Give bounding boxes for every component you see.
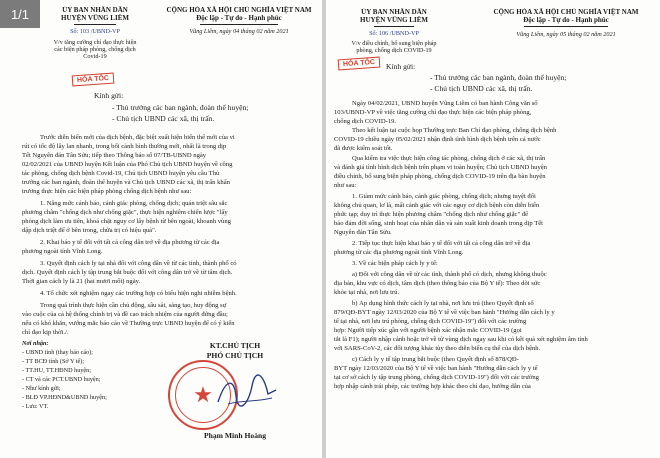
right-recipient-line: - Chủ tịch UBND các xã, thị trấn. xyxy=(430,84,533,93)
left-body-line: Thời gian cách ly là 21 (hai mươi mốt) ngày. xyxy=(22,278,141,285)
left-body-line: rút có tốc độ lây lan nhanh, trong bối cảnh bình thường mới, nhất là trong dịp xyxy=(22,143,227,150)
right-place-date: Vũng Liêm, ngày 05 tháng 02 năm 2021 xyxy=(516,31,616,38)
right-body-line: Qua kiểm tra việc thực hiện công tác phòng, chống dịch ở các xã, thị trấn xyxy=(352,155,546,162)
left-body-line: chỉ đạo kịp thời./. xyxy=(22,329,69,336)
left-body-line: dịch. Quyết định cách ly tập trung bắt buộc đối với công dân trở về từ tâm dịch. xyxy=(22,269,233,276)
right-subject-line: V/v điều chỉnh, bổ sung biện pháp xyxy=(351,40,437,47)
left-body-line: Trước diễn biến mới của dịch bệnh, đặc biệt xuất hiện biến thể mới của vi xyxy=(40,134,235,141)
right-recipient-line: - Thủ trưởng các ban ngành, đoàn thể huyện; xyxy=(430,73,567,82)
left-recipient-line: - Thủ trưởng các ban ngành, đoàn thể huyện; xyxy=(112,103,249,112)
document-page-left xyxy=(0,0,322,458)
left-doc-number: Số: 103 /UBND-VP xyxy=(70,28,120,35)
left-body-line: 4. Tổ chức xét nghiệm ngay các trường hợp có biểu hiện nghi nhiễm bệnh. xyxy=(40,290,237,297)
right-body-line: 3. Về các biện pháp cách ly y tế: xyxy=(352,260,438,267)
left-body-line: vào cuộc của cả hệ thống chính trị và đề cao trách nhiệm của người đứng đầu; xyxy=(22,311,228,318)
left-body-line: 2. Khai báo y tế đối với tất cả công dân trở về địa phương từ các địa xyxy=(40,239,220,246)
right-body-line: c) Cách ly y tế tập trung bắt buộc (theo Quyết định số 878/QĐ- xyxy=(352,356,519,363)
left-body-line: phòng dịch làm ưu tiên, khoá chặt nguy cơ lây bệnh từ bên ngoài, khoanh vùng xyxy=(22,218,231,225)
left-body-line: phương ngoài tỉnh Vĩnh Long. xyxy=(22,248,103,255)
left-signer-title2: PHÓ CHỦ TỊCH xyxy=(206,351,264,360)
right-body-line: Theo kết luận tại cuộc họp Thường trực Ban Chỉ đạo phòng, chống dịch bệnh xyxy=(352,127,557,134)
right-body-line: tế tại nhà, nơi lưu trú phòng, chống dịch COVID-19") đối với các trường xyxy=(334,318,527,325)
right-republic-line2: Độc lập - Tự do - Hạnh phúc xyxy=(523,16,609,24)
right-body-line: với SARS-CoV-2, các đối tượng khác tùy theo diễn biến cụ thể của dịch bệnh. xyxy=(334,345,541,352)
right-body-line: COVID-19 chiều ngày 05/02/2021 nhận định tình hình dịch bệnh trên cả nước xyxy=(334,136,541,143)
right-body-line: phương từ các địa phương ngoài tỉnh Vĩnh Long. xyxy=(334,249,464,256)
left-cc-label: Nơi nhận: xyxy=(22,340,49,347)
left-body-line: tác phòng, chống dịch bệnh Covid-19, Chủ tịch UBND huyện yêu cầu Thủ xyxy=(22,170,220,177)
right-body-line: và đánh giá tình hình dịch bệnh trên phạm vi toàn huyện; Chủ tịch UBND huyện xyxy=(334,164,547,171)
left-greeting: Kính gửi: xyxy=(94,91,124,100)
left-subject-line: Covid-19 xyxy=(83,53,107,60)
left-cc-item: - UBND tỉnh (thay báo cáo); xyxy=(22,349,93,356)
right-agency-line2: HUYỆN VŨNG LIÊM xyxy=(360,16,428,24)
left-recipient-line: - Chủ tịch UBND các xã, thị trấn. xyxy=(112,114,215,123)
document-page-right xyxy=(326,0,660,458)
left-republic-rule xyxy=(200,24,278,25)
right-body-line: tại cơ sở cách ly tập trung phòng, chống dịch COVID-19") đối với các trường xyxy=(334,374,539,381)
right-body-line: bảo đảm đời sống, sinh hoạt của nhân dân và sản xuất kinh doanh trong dịp Tết xyxy=(334,220,544,227)
right-urgent-stamp: HỎA TỐC xyxy=(338,57,381,71)
handwritten-signature-icon xyxy=(212,372,282,412)
right-body-line: 1. Giảm mức cảnh báo, cảnh giác phòng, chống dịch; nhưng tuyệt đối xyxy=(352,193,536,200)
right-body-line: a) Đối với công dân về từ các tỉnh, thành phố có dịch, nhưng không thuộc xyxy=(352,271,547,278)
left-body-line: trưởng các ban ngành, đoàn thể huyện và Chủ tịch UBND các xã, thị trấn khẩn xyxy=(22,179,230,186)
left-republic-line2: Độc lập - Tự do - Hạnh phúc xyxy=(196,14,282,22)
left-body-line: trương thực hiện các biện pháp phòng chống dịch bệnh như sau: xyxy=(22,188,192,195)
right-greeting: Kính gửi: xyxy=(386,62,416,71)
left-republic-line1: CỘNG HÒA XÃ HỘI CHỦ NGHĨA VIỆT NAM xyxy=(166,6,312,14)
right-body-line: không chủ quan, lơ là, mất cảnh giác với các nguy cơ dịch bệnh còn diễn biến xyxy=(334,202,540,209)
left-body-line: dập dịch triệt để ở bên trong, chữa trị có hiệu quả". xyxy=(22,227,157,234)
official-seal-icon: ★ xyxy=(168,360,238,430)
right-subject-line: phòng, chống dịch COVID-19 xyxy=(356,47,432,54)
right-body-line: Ngày 04/02/2021, UBND huyện Vũng Liêm có ban hành Công văn số xyxy=(352,100,538,107)
right-body-line: như sau: xyxy=(334,182,357,189)
right-body-line: đã được kiểm soát tốt. xyxy=(334,145,393,152)
right-body-line: Nguyên đán Tân Sửu. xyxy=(334,229,392,236)
left-body-line: nếu có khó khăn, vướng mắc báo cáo về Thường trực UBND huyện để có ý kiến xyxy=(22,320,235,327)
right-republic-rule xyxy=(524,26,608,27)
left-cc-item: - Lưu: VT. xyxy=(22,403,49,410)
left-body-line: Tết Nguyên đán Tân Sửu; tiếp theo Thông báo số 07/TB-UBND ngày xyxy=(22,152,207,159)
left-body-line: phương châm "chống dịch như chống giặc", thực hiện nghiêm chiến lược "lấy xyxy=(22,209,228,216)
left-cc-item: - TT BCĐ tỉnh (Sở Y tế); xyxy=(22,358,85,365)
left-body-line: Trong quá trình thực hiện cần chủ động, sâu sát, sáng tạo, huy động sự xyxy=(40,302,227,309)
left-signer-title1: KT.CHỦ TỊCH xyxy=(209,341,261,350)
right-doc-number: Số: 106 /UBND-VP xyxy=(369,30,419,37)
right-agency-line1: ỦY BAN NHÂN DÂN xyxy=(361,8,427,16)
left-subject-line: V/v tăng cường chỉ đạo thực hiện xyxy=(53,39,137,46)
left-agency-rule xyxy=(74,24,116,25)
right-body-line: điều chỉnh, bổ sung biện pháp phòng, chống dịch COVID-19 trên địa bàn huyện xyxy=(334,173,546,180)
right-agency-rule xyxy=(374,26,414,27)
left-cc-item: - CT và các PCT.UBND huyện; xyxy=(22,376,101,383)
left-agency-line2: HUYỆN VŨNG LIÊM xyxy=(61,14,129,22)
right-body-line: hợp: Người tiếp xúc gần với người bệnh xác nhận mắc COVID-19 (gọi xyxy=(334,327,522,334)
right-body-line: chống dịch COVID-19. xyxy=(334,118,397,125)
left-urgent-stamp: HỎA TỐC xyxy=(72,73,115,87)
page-indicator: 1/1 xyxy=(0,0,40,28)
right-body-line: phức tạp; duy trì thực hiện phương châm "chống dịch như chống giặc" để xyxy=(334,211,529,218)
left-subject-line: các biện pháp phòng, chống dịch xyxy=(54,46,136,53)
right-republic-line1: CỘNG HÒA XÃ HỘI CHỦ NGHĨA VIỆT NAM xyxy=(493,8,639,16)
right-body-line: 879/QĐ-BYT ngày 12/03/2020 của Bộ Y tế về việc ban hành "Hướng dẫn cách ly y xyxy=(334,309,555,316)
right-body-line: BYT ngày 12/03/2020 của Bộ Y tế về việc ban hành "Hướng dẫn cách ly y tế xyxy=(334,365,538,372)
right-body-line: 103/UBND-VP về việc tăng cường chỉ đạo thực hiện các biện pháp phòng, xyxy=(334,109,532,116)
right-body-line: tắt là F1); người nhập cảnh hoặc trở về từ vùng dịch ngay sau khi có kết quả xét nghiệm âm tính xyxy=(334,336,588,343)
left-place-date: Vũng Liêm, ngày 04 tháng 02 năm 2021 xyxy=(189,28,289,35)
right-body-line: địa bàn, khu vực có dịch, tâm dịch (theo thông báo của Bộ Y tế): Theo dõi sức xyxy=(334,280,541,287)
left-body-line: 1. Nâng mức cảnh báo, cảnh giác phòng, chống dịch; quán triệt sâu sắc xyxy=(40,200,228,207)
left-body-line: 02/02/2021 của UBND huyện Kết luận của Phó Chủ tịch UBND huyện về công xyxy=(22,161,233,168)
right-body-line: 2. Tiếp tục thực hiện khai báo y tế đối với tất cả công dân trở về địa xyxy=(352,240,531,247)
left-cc-item: - BLĐ VP.HĐND&UBND huyện; xyxy=(22,394,107,401)
left-cc-item: - Như kính gửi; xyxy=(22,385,61,392)
left-signer-name: Phạm Minh Hoàng xyxy=(203,431,267,440)
right-body-line: b) Áp dụng hình thức cách ly tại nhà, nơi lưu trú (theo Quyết định số xyxy=(352,300,534,307)
left-agency-line1: ỦY BAN NHÂN DÂN xyxy=(62,6,128,14)
left-body-line: 3. Quyết định cách ly tại nhà đối với công dân về từ các tỉnh, thành phố có xyxy=(40,260,237,267)
right-body-line: khỏe tại nhà, nơi lưu trú. xyxy=(334,289,400,296)
right-body-line: hợp nhập cảnh trái phép, các trường hợp khác theo chỉ đạo, hướng dẫn của xyxy=(334,383,531,390)
left-cc-item: - TT.HU, TT.HĐND huyện; xyxy=(22,367,91,374)
